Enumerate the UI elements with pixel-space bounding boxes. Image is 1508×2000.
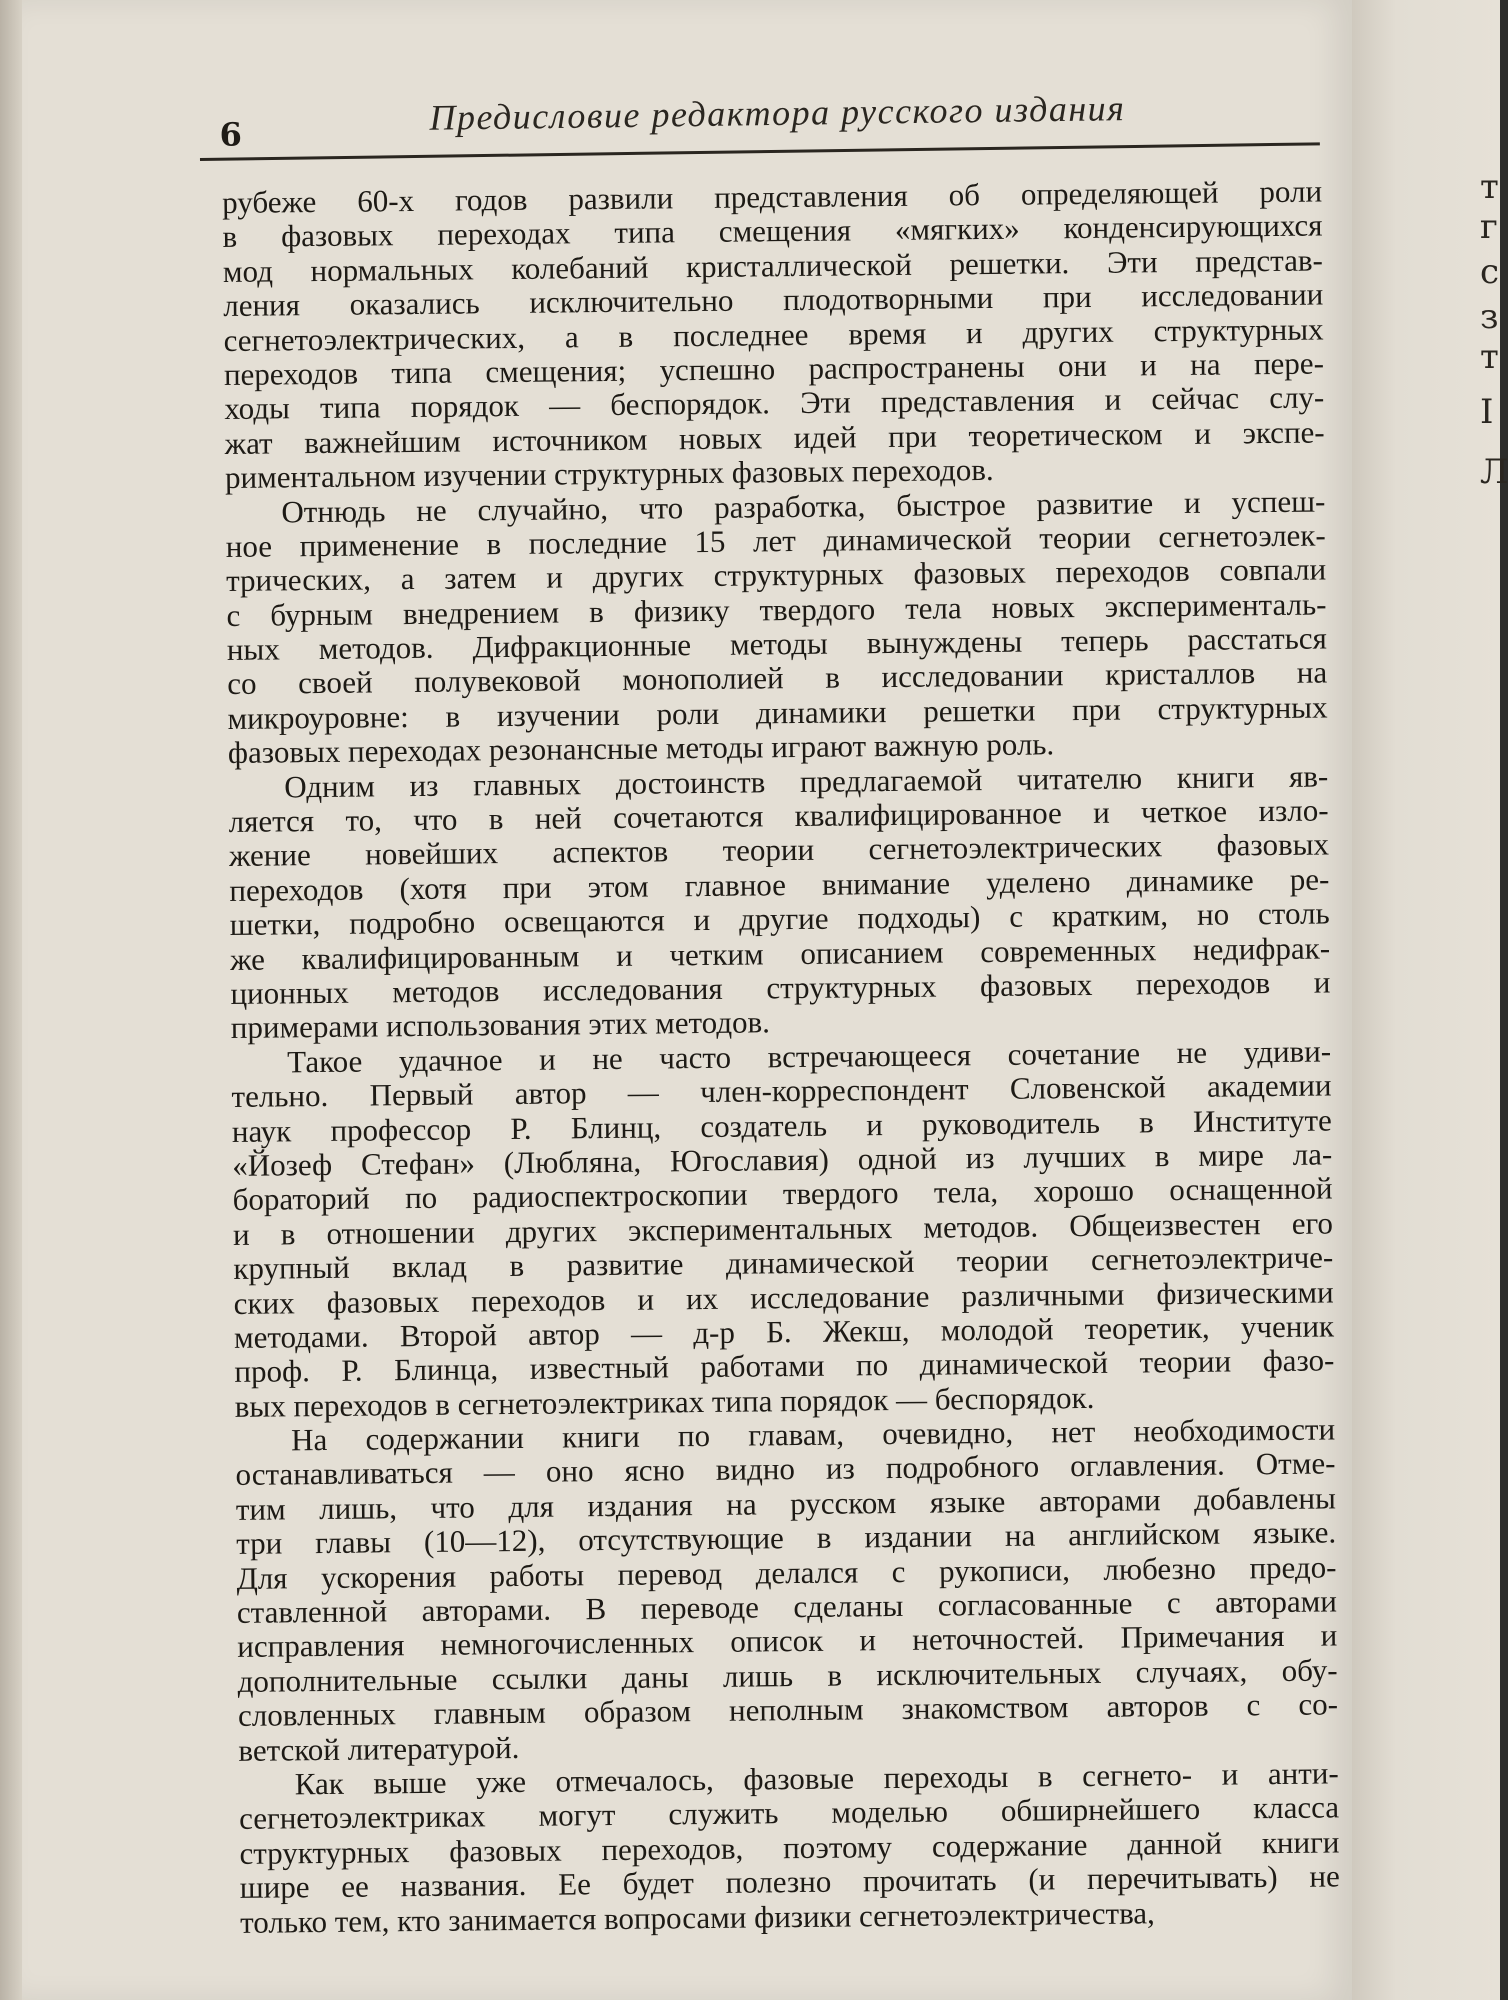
text-line: Одним из главных достоинств предлагаемой читателю книги яв- [284,758,1329,805]
paragraph [235,1412,1339,1767]
text-line: примерами использования этих методов. [230,1004,771,1046]
page-header [199,72,1320,161]
text-line: мод нормальных колебаний кристаллической решетки. Эти представ- [222,242,1324,289]
text-line: и в отношении других экспериментальных методов. Общеизвестен его [232,1205,1334,1252]
next-page-letter: Л [1480,452,1508,492]
text-line: структурных фазовых переходов, поэтому содержание данной книги [239,1824,1340,1871]
text-line: со своей полувековой монополией в исследовании кристаллов на [227,654,1328,702]
paragraph [231,1034,1335,1424]
next-page-letter: с [1480,252,1500,292]
paragraph [239,1756,1341,1939]
text-line: переходов (хотя при этом главное внимание уделено динамике ре- [229,861,1330,908]
text-line: бораторий по радиоспектроскопии твердого тела, хорошо оснащенной [232,1170,1333,1218]
text-line: шетки, подробно освещаются и другие подходы) с кратким, но столь [229,895,1330,943]
next-page-letter: I [1480,392,1494,432]
text-line: тельно. Первый автор — член-корреспондент Словенской академии [231,1067,1332,1115]
text-line: словленных главным образом неполным знакомством авторов с со- [237,1686,1339,1734]
text-line: ходы типа порядок — беспорядок. Эти представления и сейчас слу- [224,379,1325,427]
next-page-letter: з [1480,297,1499,337]
text-line: риментальном изучении структурных фазовых переходов. [224,452,994,496]
text-line: крупный вклад в развитие динамической теории сегнетоэлектриче- [233,1239,1334,1287]
next-page-letter: т [1480,167,1499,207]
text-line: Как выше уже отмечалось, фазовые переходы в сегнето- и анти- [294,1755,1339,1802]
book-page [22,0,1352,2000]
page-number: 6 [219,115,243,154]
text-line: ционных методов исследования структурных фазовых переходов и [230,964,1331,1011]
text-line: Такое удачное и не часто встречающееся сочетание не удиви- [286,1033,1332,1080]
text-line: трических, а затем и других структурных фазовых переходов совпали [225,551,1327,599]
text-line: же квалифицированным и четким описанием современных недифрак- [229,930,1331,977]
text-line: ставленной авторами. В переводе сделаны согласованные с авторами [236,1583,1338,1630]
paragraph [225,484,1328,771]
text-line: с бурным внедрением в физику твердого тела новых эксперименталь- [226,586,1327,633]
text-line: «Йозеф Стефан» (Любляна, Югославия) одной из лучших в мире ла- [232,1136,1333,1183]
next-page-letter: г [1480,207,1498,247]
text-line: ветской литературой. [238,1729,520,1768]
previous-page-edge [0,0,22,2000]
text-line: три главы (10—12), отсутствующие в издании на английском языке. [236,1514,1337,1562]
next-page-edge [1352,0,1508,2000]
text-line: тим лишь, что для издания на русском языке авторами добавлены [235,1480,1336,1527]
body-text [222,174,1340,1939]
running-title: Предисловие редактора русского издания [429,88,1126,138]
next-page-letter: т [1480,337,1499,377]
text-line: дополнительные ссылки даны лишь в исключительных случаях, обу- [237,1652,1338,1699]
text-line: сегнетоэлектрических, а в последнее время и других структурных [223,311,1324,358]
text-line: ских фазовых переходов и их исследование различными физическими [233,1273,1334,1321]
text-line: Для ускорения работы перевод делался с рукописи, любезно предо- [236,1549,1337,1596]
text-line: наук профессор Р. Блинц, создатель и руководитель в Институте [231,1101,1333,1149]
text-line: рубеже 60-х годов развили представления об определяющей роли [221,173,1323,220]
text-line: микроуровне: в изучении роли динамики решетки при структурных [227,689,1328,736]
text-line: сегнетоэлектриках могут служить моделью обширнейшего класса [238,1789,1340,1837]
text-line: фазовых переходах резонансные методы играют важную роль. [227,726,1055,771]
text-line: жение новейших аспектов теории сегнетоэлектрических фазовых [228,826,1330,874]
text-line: шире ее названия. Ее будет полезно прочитать (и перечитывать) не [239,1858,1340,1906]
text-line: На содержании книги по главам, очевидно, нет необходимости [290,1411,1336,1458]
paragraph [222,174,1325,495]
text-line: ное применение в последние 15 лет динамической теории сегнетоэлек- [225,517,1326,564]
text-line: только тем, кто занимается вопросами физики сегнетоэлектричества, [239,1894,1155,1940]
text-line: Отнюдь не случайно, что разработка, быстрое развитие и успеш- [281,482,1326,529]
text-line: проф. Р. Блинца, известный работами по динамической теории фазо- [234,1342,1335,1390]
text-line: методами. Второй автор — д-р Б. Жекш, молодой теоретик, ученик [233,1308,1335,1355]
text-line: жат важнейшим источником новых идей при теоретическом и экспе- [224,414,1325,461]
text-line: переходов типа смещения; успешно распространены они и на пере- [223,345,1325,392]
text-line: ления оказались исключительно плодотворными при исследовании [223,276,1324,324]
text-line: останавливаться — оно ясно видно из подробного оглавления. Отме- [235,1445,1336,1493]
text-line: в фазовых переходах типа смещения «мягких» конденсирующихся [222,207,1323,255]
text-line: ляется то, что в ней сочетаются квалифицированное и четкое изло- [228,792,1329,839]
text-line: исправления немногочисленных описок и неточностей. Примечания и [237,1617,1338,1665]
paragraph [228,759,1331,1046]
text-line: ных методов. Дифракционные методы вынуждены теперь расстаться [226,620,1327,668]
text-line: вых переходов в сегнетоэлектриках типа порядок — беспорядок. [234,1379,1095,1424]
